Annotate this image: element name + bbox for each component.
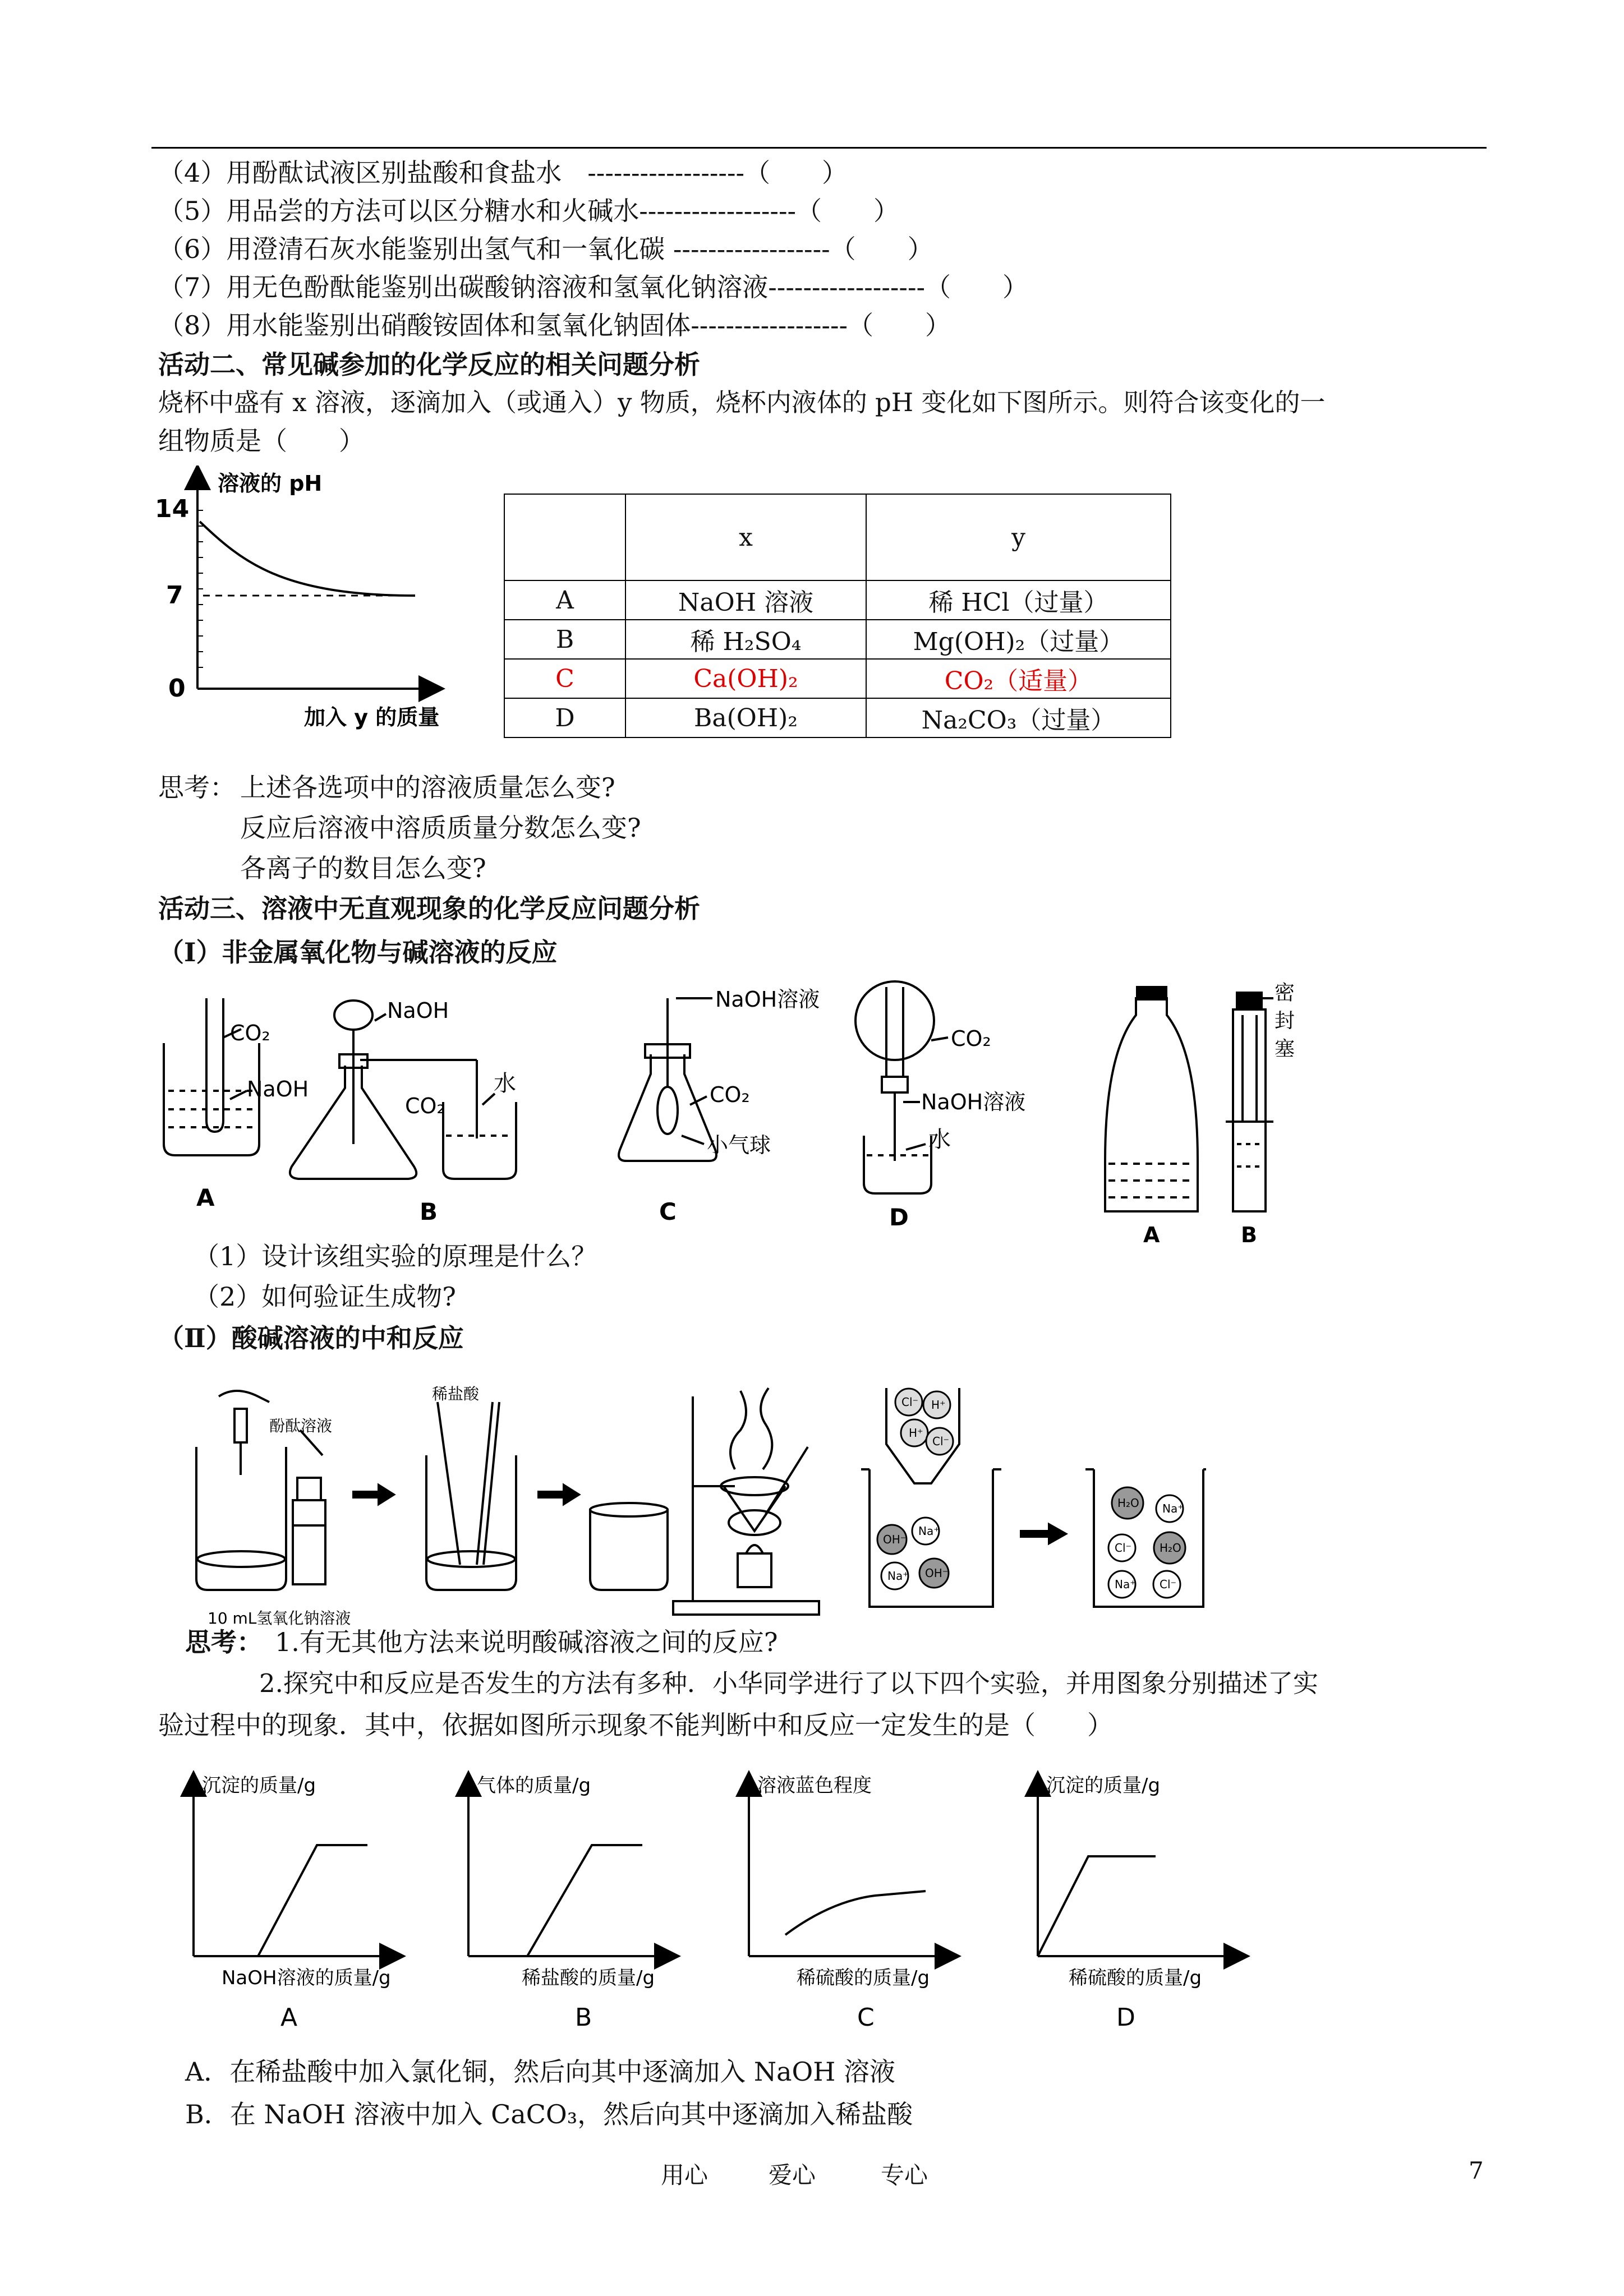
neutralization-figure — [185, 1380, 1206, 1626]
graph-a-xlabel: NaOH溶液的质量/g — [222, 1967, 391, 1989]
fig1-b-naoh: NaOH — [387, 998, 449, 1023]
fig1-d-naoh: NaOH溶液 — [921, 1090, 1026, 1114]
ion-na: Na⁺ — [1162, 1502, 1184, 1515]
ion-cl: Cl⁻ — [1115, 1541, 1132, 1555]
fig1-c-balloon: 小气球 — [707, 1133, 771, 1158]
ion-h: H⁺ — [931, 1398, 946, 1412]
graph-a — [194, 1783, 393, 1956]
activity3-think-2b: 验过程中的现象．其中，依据如图所示现象不能判断中和反应一定发生的是（ ） — [158, 1710, 1113, 1740]
think-2: 反应后溶液中溶质质量分数怎么变? — [240, 813, 641, 843]
fig1-a-naoh: NaOH — [247, 1077, 309, 1101]
fig1-b-water: 水 — [494, 1071, 516, 1096]
f-syringe — [1233, 1009, 1266, 1211]
table-row-highlighted: C Ca(OH)₂ CO₂（适量） — [504, 659, 1171, 698]
fig1-label-c: C — [659, 1198, 677, 1225]
graph-c-xlabel: 稀硫酸的质量/g — [797, 1967, 930, 1989]
four-graphs — [168, 1767, 1257, 2041]
fig1-a-co2: CO₂ — [230, 1021, 270, 1045]
ion-na: Na⁺ — [918, 1524, 940, 1538]
graph-b-ylabel: 气体的质量/g — [477, 1774, 591, 1797]
ph-curve — [200, 522, 415, 596]
ion-cl: Cl⁻ — [932, 1435, 950, 1448]
fig1-seal-3: 塞 — [1275, 1038, 1295, 1061]
table-row: D Ba(OH)₂ Na₂CO₃（过量） — [504, 698, 1171, 737]
fig1-seal-1: 密 — [1275, 981, 1295, 1004]
ion-oh: OH⁻ — [883, 1533, 907, 1546]
fig1-label-f-b: B — [1241, 1223, 1257, 1247]
fig1-label-b: B — [420, 1198, 438, 1225]
ph-tick-14: 14 — [155, 495, 190, 523]
fig1-label-a: A — [196, 1184, 215, 1211]
activity2-heading: 活动二、常见碱参加的化学反应的相关问题分析 — [158, 349, 700, 380]
activity3-sub1: （Ⅰ）非金属氧化物与碱溶液的反应 — [158, 937, 558, 967]
ph-ylabel: 溶液的 pH — [218, 471, 323, 496]
graph-b — [468, 1783, 668, 1956]
table-row: A NaOH 溶液 稀 HCl（过量） — [504, 580, 1171, 620]
graph-c-ylabel: 溶液蓝色程度 — [757, 1774, 872, 1797]
judgment-6: （6）用澄清石灰水能鉴别出氢气和一氧化碳 ------------------（ ） — [158, 234, 933, 264]
graph-a-ylabel: 沉淀的质量/g — [202, 1774, 316, 1797]
page-number: 7 — [1469, 2157, 1484, 2184]
n-beaker-2 — [426, 1455, 516, 1590]
table-header-y: y — [866, 494, 1171, 580]
ion-cl: Cl⁻ — [901, 1395, 919, 1409]
activity3-think-2a: 2.探究中和反应是否发生的方法有多种．小华同学进行了以下四个实验，并用图象分别描述了实 — [259, 1668, 1318, 1698]
footer-word-2: 爱心 — [769, 2161, 816, 2189]
think-prefix: 思考： — [158, 772, 236, 803]
fig1-d-co2: CO₂ — [951, 1026, 991, 1051]
ph-tick-7: 7 — [166, 581, 183, 610]
activity3-think-prefix: 思考： — [185, 1627, 263, 1657]
graph-d-ylabel: 沉淀的质量/g — [1046, 1774, 1161, 1797]
graph-c — [749, 1783, 948, 1956]
fig2-hcl: 稀盐酸 — [432, 1385, 480, 1403]
table-row: B 稀 H₂SO₄ Mg(OH)₂（过量） — [504, 620, 1171, 659]
activity3-q1: （1）设计该组实验的原理是什么？ — [194, 1241, 597, 1271]
fig1-label-e-a: A — [1143, 1223, 1160, 1247]
n-bottle — [293, 1500, 325, 1584]
graph-b-label: B — [575, 2003, 592, 2032]
b-beaker — [443, 1102, 516, 1179]
ion-h: H⁺ — [909, 1426, 923, 1440]
footer-word-3: 专心 — [881, 2161, 928, 2189]
activity3-sub2: （Ⅱ）酸碱溶液的中和反应 — [158, 1323, 464, 1353]
footer-word-1: 用心 — [661, 2161, 709, 2189]
graph-d-label: D — [1116, 2003, 1135, 2032]
fig1-seal-2: 封 — [1275, 1009, 1295, 1032]
fig1-d-water: 水 — [928, 1127, 951, 1152]
ph-xlabel: 加入 y 的质量 — [304, 705, 440, 730]
judgment-7: （7）用无色酚酞能鉴别出碳酸钠溶液和氢氧化钠溶液------------------（ ） — [158, 272, 1029, 302]
graph-d-xlabel: 稀硫酸的质量/g — [1069, 1967, 1202, 1989]
graph-c-label: C — [857, 2003, 875, 2032]
ion-na: Na⁺ — [887, 1569, 909, 1583]
ion-h2o: H₂O — [1117, 1496, 1139, 1510]
judgment-5: （5）用品尝的方法可以区分糖水和火碱水------------------（ ） — [158, 196, 900, 226]
judgment-4: （4）用酚酞试液区别盐酸和食盐水 ------------------（ ） — [158, 158, 848, 188]
graph-d — [1038, 1783, 1237, 1956]
ph-graph — [151, 465, 454, 735]
fig2-naoh-10ml: 10 mL氢氧化钠溶液 — [208, 1609, 351, 1626]
table-header-x: x — [625, 494, 866, 580]
a-test-tube — [206, 998, 223, 1132]
fig1-c-naoh: NaOH溶液 — [715, 987, 820, 1012]
activity3-heading: 活动三、溶液中无直观现象的化学反应问题分析 — [158, 893, 700, 924]
graph-a-label: A — [280, 2003, 298, 2032]
fig2-phenol: 酚酞溶液 — [269, 1417, 333, 1435]
fig1-c-co2: CO₂ — [710, 1082, 750, 1107]
graph-b-xlabel: 稀盐酸的质量/g — [522, 1967, 655, 1989]
activity2-question-2: 组物质是（ ） — [158, 426, 365, 456]
think-3: 各离子的数目怎么变? — [240, 853, 486, 883]
ion-h2o: H₂O — [1160, 1541, 1181, 1555]
think-1: 上述各选项中的溶液质量怎么变? — [240, 772, 615, 803]
co2-apparatus-figure — [151, 976, 1352, 1251]
header-rule — [151, 147, 1487, 149]
option-a: A．在稀盐酸中加入氯化铜，然后向其中逐滴加入 NaOH 溶液 — [185, 2057, 895, 2087]
ion-oh: OH⁻ — [925, 1566, 949, 1580]
fig1-label-d: D — [889, 1204, 909, 1231]
a-beaker — [164, 1043, 259, 1155]
activity3-q2: （2）如何验证生成物? — [194, 1281, 456, 1312]
judgment-8: （8）用水能鉴别出硝酸铵固体和氢氧化钠固体------------------（ ） — [158, 310, 951, 340]
ion-na: Na⁺ — [1115, 1578, 1136, 1591]
activity2-question-1: 烧杯中盛有 x 溶液，逐滴加入（或通入）y 物质，烧杯内液体的 pH 变化如下图所示。则符合该变化的一 — [158, 388, 1326, 417]
table-corner — [504, 494, 625, 580]
fig1-b-co2: CO₂ — [405, 1094, 445, 1118]
n-beaker-3 — [590, 1509, 668, 1590]
activity3-think-1: 1.有无其他方法来说明酸碱溶液之间的反应? — [275, 1627, 778, 1657]
options-table — [504, 494, 1171, 738]
ph-tick-0: 0 — [168, 674, 186, 703]
option-b: B．在 NaOH 溶液中加入 CaCO₃，然后向其中逐滴加入稀盐酸 — [185, 2099, 913, 2129]
d-flask — [855, 981, 934, 1060]
ion-cl: Cl⁻ — [1160, 1578, 1177, 1591]
